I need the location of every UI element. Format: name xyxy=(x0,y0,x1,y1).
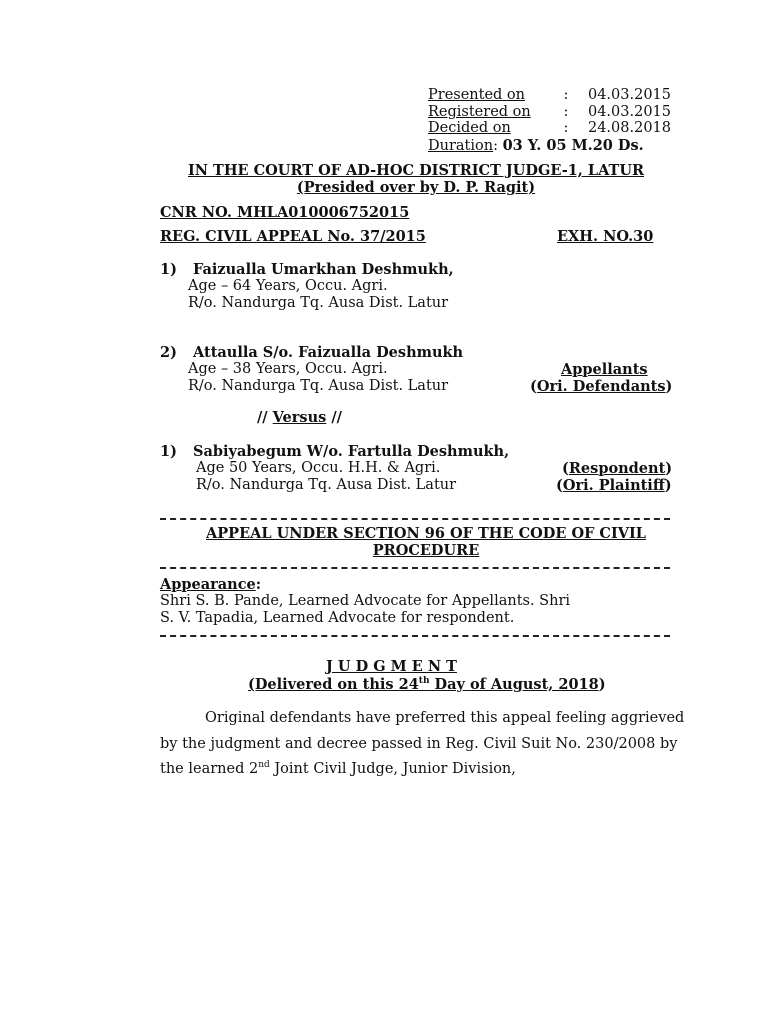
appellant-2-name: Attaulla S/o. Faizualla Deshmukh xyxy=(193,344,464,361)
duration-label: Duration xyxy=(428,138,494,154)
presented-on-row: Presented on : 04.03.2015 xyxy=(428,87,671,103)
respondent-1-age: Age 50 Years, Occu. H.H. & Agri. xyxy=(196,460,441,476)
respondent-role-orig: (Ori. Plaintiff) xyxy=(556,477,672,494)
respondent-role: (Respondent) xyxy=(562,460,673,477)
appellant-1-num: 1) xyxy=(160,261,177,278)
decided-on-row: Decided on : 24.08.2018 xyxy=(428,120,671,136)
appellant-1-name: Faizualla Umarkhan Deshmukh, xyxy=(193,261,454,278)
respondent-1-address: R/o. Nandurga Tq. Ausa Dist. Latur xyxy=(196,477,457,493)
respondent-1-name: Sabiyabegum W/o. Fartulla Deshmukh, xyxy=(193,443,510,460)
body-line-3: the learned 2nd Joint Civil Judge, Junior Division, xyxy=(160,760,516,777)
appellant-2-age: Age – 38 Years, Occu. Agri. xyxy=(188,361,388,377)
separator-line-1 xyxy=(160,518,670,520)
appellant-1-age: Age – 64 Years, Occu. Agri. xyxy=(188,278,388,294)
presided-by: (Presided over by D. P. Ragit) xyxy=(296,179,536,196)
appellant-1-address: R/o. Nandurga Tq. Ausa Dist. Latur xyxy=(188,295,449,311)
judgment-title: J U D G M E N T xyxy=(326,658,457,675)
court-title: IN THE COURT OF AD-HOC DISTRICT JUDGE-1, LATUR xyxy=(187,162,645,179)
exhibit-number: EXH. NO.30 xyxy=(557,228,654,245)
appearance-heading: Appearance: xyxy=(160,576,262,593)
registered-on-row: Registered on : 04.03.2015 xyxy=(428,104,671,120)
body-line-1: Original defendants have preferred this appeal feeling aggrieved xyxy=(205,710,685,726)
presented-on-label: Presented on xyxy=(428,87,525,103)
appeal-number: REG. CIVIL APPEAL No. 37/2015 xyxy=(160,228,426,245)
separator-line-2 xyxy=(160,567,670,569)
appeal-heading-line2: PROCEDURE xyxy=(372,542,480,559)
appeal-heading-line1: APPEAL UNDER SECTION 96 OF THE CODE OF CIVIL xyxy=(206,525,646,542)
duration-row: Duration: 03 Y. 05 M.20 Ds. xyxy=(428,137,644,154)
decided-on-label: Decided on xyxy=(428,120,511,136)
appearance-line-1: Shri S. B. Pande, Learned Advocate for Appellants. Shri xyxy=(160,593,571,609)
appellants-role-orig: (Ori. Defendants) xyxy=(530,378,673,395)
cnr-number: CNR NO. MHLA010006752015 xyxy=(160,204,410,221)
registered-on-label: Registered on xyxy=(428,104,531,120)
presented-on-value: 04.03.2015 xyxy=(587,87,671,103)
body-line-2: by the judgment and decree passed in Reg. Civil Suit No. 230/2008 by xyxy=(160,736,678,752)
registered-on-value: 04.03.2015 xyxy=(587,104,671,120)
appearance-line-2: S. V. Tapadia, Learned Advocate for respondent. xyxy=(160,610,515,626)
appellants-role: Appellants xyxy=(561,361,648,378)
separator-line-3 xyxy=(160,635,670,637)
appellant-2-address: R/o. Nandurga Tq. Ausa Dist. Latur xyxy=(188,378,449,394)
respondent-1-num: 1) xyxy=(160,443,177,460)
decided-on-value: 24.08.2018 xyxy=(587,120,671,136)
delivered-on: (Delivered on this 24th Day of August, 2018) xyxy=(248,676,606,693)
versus-label: // Versus // xyxy=(257,409,342,426)
duration-value: 03 Y. 05 M.20 Ds. xyxy=(502,137,644,154)
appellant-2-num: 2) xyxy=(160,344,177,361)
